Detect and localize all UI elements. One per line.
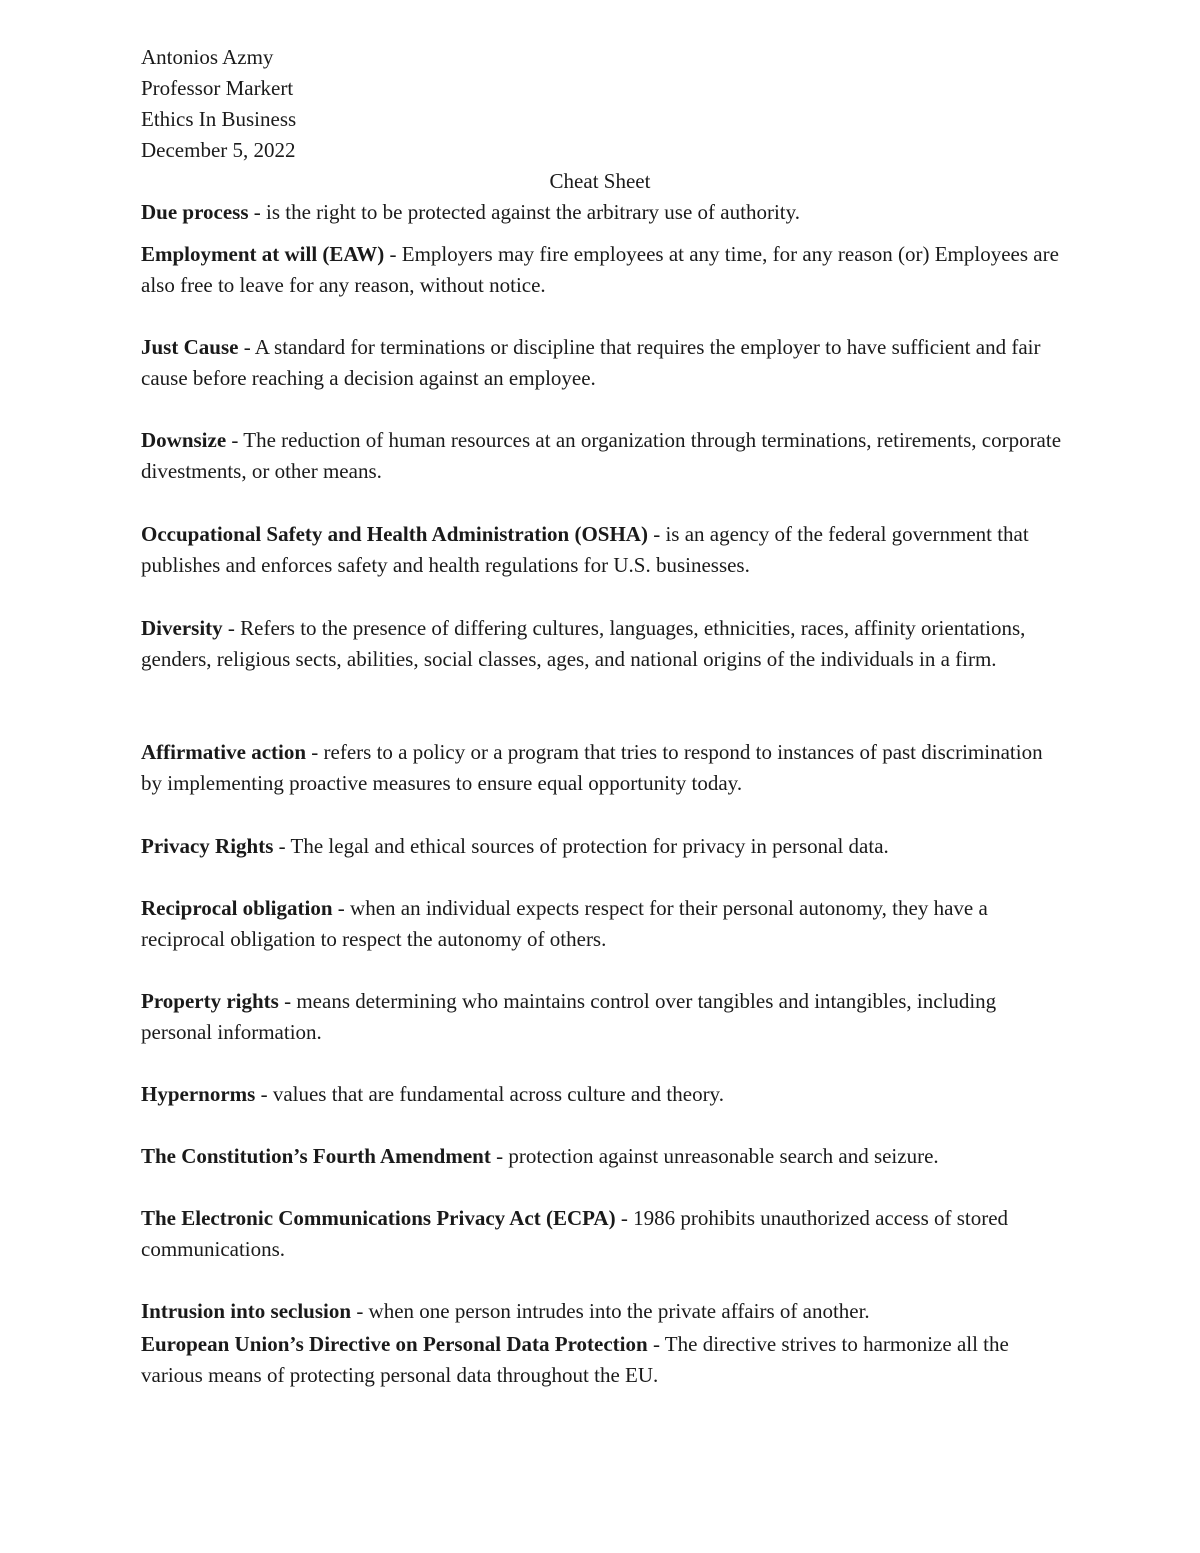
definition-affirmative-action: [141, 737, 1066, 799]
definition: - when an individual expects respect for their personal autonomy, they have a reciprocal obligation to respect the autonomy of others.: [141, 896, 988, 951]
definition: - 1986 prohibits unauthorized access of stored communications.: [141, 1206, 1009, 1261]
term: Hypernorms: [141, 1082, 256, 1106]
course-name: Ethics In Business: [141, 107, 297, 131]
definition: - A standard for terminations or discipline that requires the employer to have sufficient and fair cause before reaching a decision against an employee.: [141, 335, 1041, 390]
definition: - The directive strives to harmonize all the various means of protecting personal data throughout the EU.: [141, 1332, 1009, 1387]
definition: - is an agency of the federal government that publishes and enforces safety and health regulations for U.S. businesses.: [141, 522, 1029, 577]
term: European Union’s Directive on Personal Data Protection: [141, 1332, 648, 1356]
definition: - is the right to be protected against the arbitrary use of authority.: [248, 200, 800, 224]
author-name: Antonios Azmy: [141, 45, 274, 69]
term: The Constitution’s Fourth Amendment: [141, 1144, 491, 1168]
definition-just-cause: [141, 332, 1066, 394]
definition-privacy-rights: [141, 831, 1066, 862]
term: Diversity: [141, 616, 223, 640]
professor-name: Professor Markert: [141, 76, 294, 100]
definition: - The reduction of human resources at an organization through terminations, retirements, corporate divestments, or other means.: [141, 428, 1062, 483]
term: Employment at will (EAW): [141, 242, 385, 266]
definition: - The legal and ethical sources of protection for privacy in personal data.: [273, 834, 889, 858]
definition: - Employers may fire employees at any time, for any reason (or) Employees are also free to leave for any reason, without notice.: [141, 242, 1059, 297]
term: Reciprocal obligation: [141, 896, 333, 920]
definition: - when one person intrudes into the private affairs of another.: [351, 1299, 870, 1323]
definition-diversity: [141, 613, 1066, 675]
definition-downsize: [141, 425, 1066, 487]
definition: - refers to a policy or a program that tries to respond to instances of past discrimination by implementing proactive measures to ensure equal opportunity today.: [141, 740, 1043, 795]
term: Intrusion into seclusion: [141, 1299, 352, 1323]
term: Privacy Rights: [141, 834, 274, 858]
document-title: Cheat Sheet: [549, 169, 651, 193]
definition-property-rights: [141, 986, 1066, 1048]
definition-ecpa: [141, 1203, 1066, 1265]
definition-due-process: [141, 197, 1066, 228]
definition-hypernorms: [141, 1079, 1066, 1110]
definition: - means determining who maintains control over tangibles and intangibles, including personal information.: [141, 989, 997, 1044]
document-date: December 5, 2022: [141, 138, 296, 162]
definition-employment-at-will: [141, 239, 1066, 301]
term: Occupational Safety and Health Administration (OSHA): [141, 522, 648, 546]
definition: - values that are fundamental across culture and theory.: [255, 1082, 724, 1106]
definition-fourth-amendment: [141, 1141, 1066, 1172]
term: Downsize: [141, 428, 227, 452]
term: Just Cause: [141, 335, 239, 359]
definition: - Refers to the presence of differing cultures, languages, ethnicities, races, affinity orientations, genders, religious sects, abilities, social classes, ages, and national origins of the individuals in a firm.: [141, 616, 1026, 671]
definition-osha: [141, 519, 1066, 581]
term: Due process: [141, 200, 249, 224]
definition-intrusion-into-seclusion: [141, 1296, 1066, 1327]
term: Property rights: [141, 989, 279, 1013]
definition: - protection against unreasonable search and seizure.: [490, 1144, 939, 1168]
term: The Electronic Communications Privacy Act (ECPA): [141, 1206, 616, 1230]
definition-reciprocal-obligation: [141, 893, 1066, 955]
definition-eu-directive: [141, 1329, 1066, 1391]
term: Affirmative action: [141, 740, 307, 764]
